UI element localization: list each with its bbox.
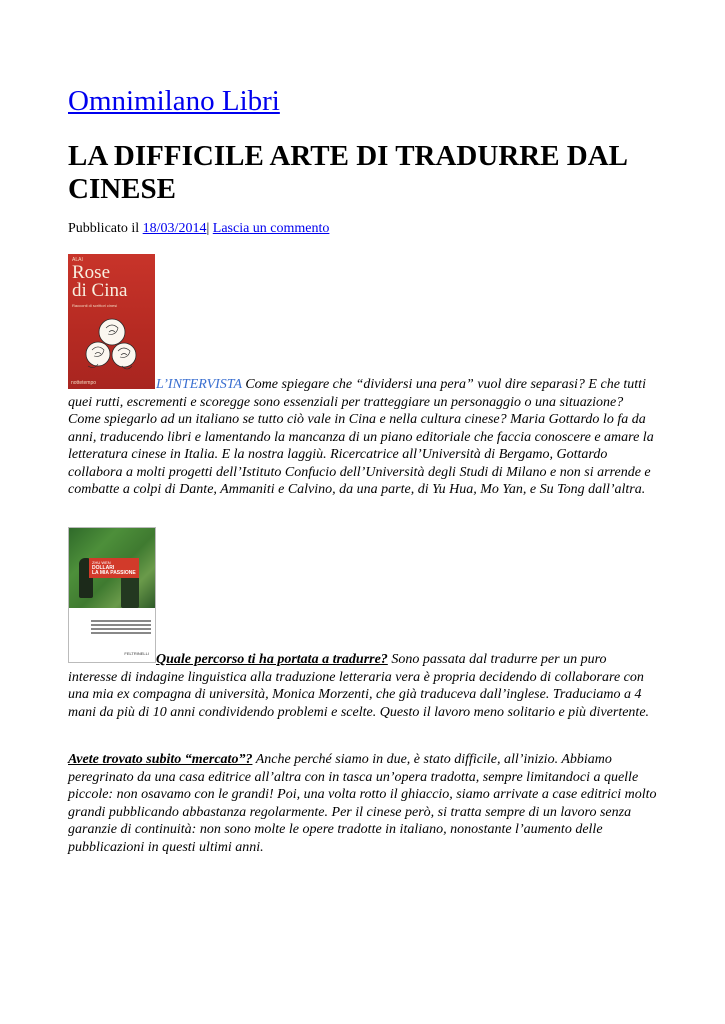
question-text: Quale percorso ti ha portata a tradurre?	[156, 652, 388, 667]
cover-author: ALAI	[72, 257, 83, 263]
date-link[interactable]: 18/03/2014	[142, 221, 207, 236]
cover-subtitle: Racconti di scrittori cinesi	[72, 303, 118, 308]
roses-illustration-icon	[84, 316, 140, 374]
comment-link[interactable]: Lascia un commento	[212, 221, 330, 236]
cover-title-band	[89, 558, 139, 578]
published-prefix: Pubblicato il	[68, 221, 143, 236]
paragraph-question-1	[68, 651, 658, 721]
site-title-link[interactable]: Omnimilano Libri	[68, 85, 280, 117]
meta-separator: |	[206, 221, 210, 236]
cover-title-line2: LA MIA PASSIONE	[92, 570, 136, 576]
cover-publisher: nottetempo	[71, 380, 97, 386]
paragraph-question-2	[68, 751, 658, 856]
cover-blurb-lines	[91, 620, 151, 636]
answer-text: Anche perché siamo in due, è stato difficile, all’inizio. Abbiamo peregrinato da una casa editrice all’altra con in tasca un’opera tradotta, sempre limitandoci a quelle piccole: non osavamo con le grandi! Poi, una volta rotto il ghiaccio, siamo arrivate a case editrici molto grandi pubblicando abbastanza regolarmente. Per il cinese però, si tratta sempre di un lavoro senza garanzie di continuità: non sono molte le opere tradotte in italiano, nonostante l’aumento delle pubblicazioni in questi ultimi anni.	[68, 752, 657, 855]
paragraph-intro	[68, 376, 658, 499]
article-meta	[68, 221, 329, 237]
answer-text: Sono passata dal tradurre per un puro interesse di indagine linguistica alla traduzione letteraria vera è propria decidendo di collaborare con una mia ex compagna di università, Monica Morzenti, che già traduceva dall’inglese. Traduciamo a 4 mani da più di 10 anni condividendo problemi e scelte. Questo il lavoro meno solitario e più divertente.	[68, 652, 650, 720]
cover-title	[72, 264, 127, 300]
book-cover-dollari[interactable]	[68, 527, 156, 663]
cover-author: ZHU WEN	[92, 560, 111, 565]
intervista-link[interactable]: L’INTERVISTA	[156, 377, 242, 392]
cover-publisher: FELTRINELLI	[124, 651, 149, 656]
cover-title-line2: di Cina	[72, 280, 128, 301]
paragraph-text: Come spiegare che “dividersi una pera” vuol dire separasi? E che tutti quei rutti, escrementi e scoregge sono essenziali per tratteggiare un personaggio o una situazione? Come spiegarlo ad un italiano se tutto ciò vale in Cina e nella cultura cinese? Maria Gottardo lo fa da anni, traducendo libri e lamentando la mancanza di un piano editoriale che faccia conoscere e amare la letteratura cinese in Italia. E la nostra laggiù. Ricercatrice all’Università di Bergamo, Gottardo collabora a molti progetti dell’Istituto Confucio dell’Università degli Studi di Milano e non si arrende e combatte a colpi di Dante, Ammaniti e Calvino, da una parte, di Yu Hua, Mo Yan, e Su Tong dall’altra.	[68, 377, 654, 497]
cover-title	[92, 566, 136, 576]
question-text: Avete trovato subito “mercato”?	[68, 752, 253, 767]
cover-photo	[69, 528, 155, 608]
article-title: LA DIFFICILE ARTE DI TRADURRE DAL CINESE	[68, 140, 627, 205]
book-cover-rose-di-cina[interactable]	[68, 254, 155, 389]
cover-title-line1: Rose	[72, 262, 110, 283]
cover-title-line1: DOLLARI	[92, 565, 115, 571]
